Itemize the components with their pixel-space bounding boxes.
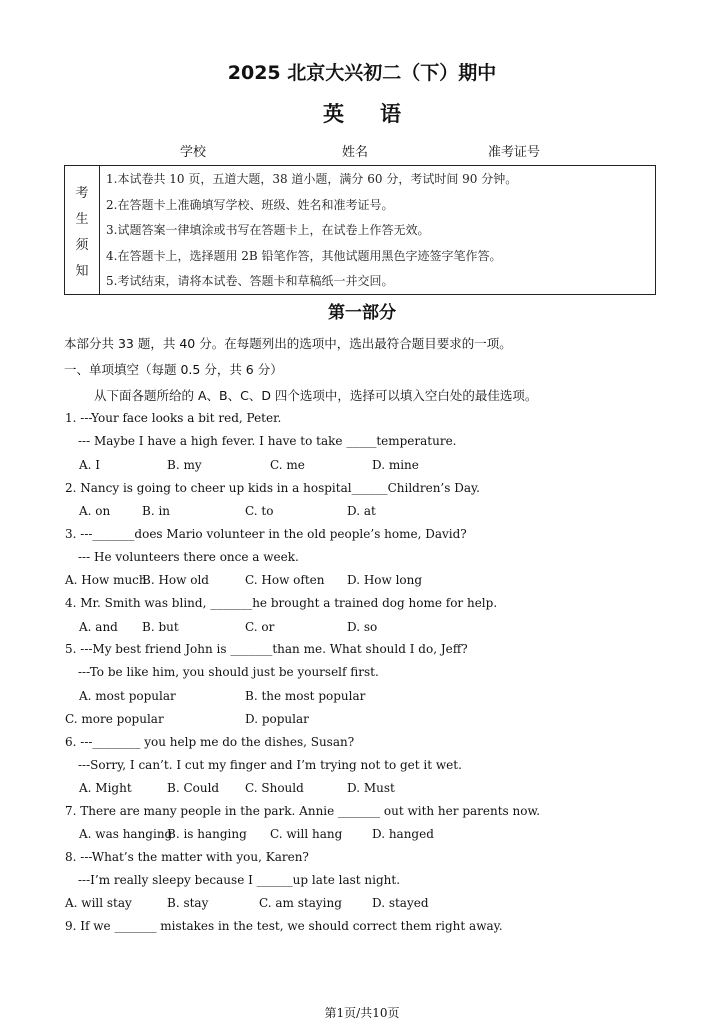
question-1-stem: 1. ---Your face looks a bit red, Peter.: [65, 411, 282, 425]
question-1-line2: --- Maybe I have a high fever. I have to take _____temperature.: [78, 434, 457, 448]
question-2-option-d: D. at: [347, 504, 376, 518]
question-8-line2: ---I’m really sleepy because I ______up late last night.: [78, 873, 401, 887]
notice-label-char: 知: [75, 263, 89, 279]
question-7-option-b: B. is hanging: [167, 827, 247, 841]
question-4-option-c: C. or: [245, 620, 275, 634]
question-8-option-a: A. will stay: [65, 896, 132, 910]
exam-number-field-label: 准考证号: [488, 145, 541, 160]
part-title: 第一部分: [328, 303, 396, 323]
notice-label-char: 须: [75, 237, 89, 253]
question-4-stem: 4. Mr. Smith was blind, _______he brought a trained dog home for help.: [65, 596, 498, 610]
question-3-option-b: B. How old: [142, 573, 209, 587]
question-7-stem: 7. There are many people in the park. Annie _______ out with her parents now.: [65, 804, 541, 818]
notice-item: 2.在答题卡上准确填写学校、班级、姓名和准考证号。: [106, 197, 394, 212]
question-1-option-d: D. mine: [372, 458, 419, 472]
question-3-option-c: C. How often: [245, 573, 325, 587]
question-8-option-b: B. stay: [167, 896, 209, 910]
question-7-option-a: A. was hanging: [79, 827, 173, 841]
question-5-stem: 5. ---My best friend John is _______than me. What should I do, Jeff?: [65, 642, 468, 656]
question-5-option-b: B. the most popular: [245, 689, 366, 703]
notice-item: 1.本试卷共 10 页，五道大题，38 道小题，满分 60 分，考试时间 90 分钟。: [106, 172, 518, 186]
question-1-option-b: B. my: [167, 458, 202, 472]
question-4-option-b: B. but: [142, 620, 179, 634]
question-6-option-a: A. Might: [79, 781, 132, 795]
notice-item: 3.试题答案一律填涂或书写在答题卡上，在试卷上作答无效。: [106, 223, 430, 237]
question-6-option-d: D. Must: [347, 781, 395, 795]
section-instruction: 从下面各题所给的 A、B、C、D 四个选项中，选择可以填入空白处的最佳选项。: [94, 388, 538, 403]
notice-label-char: 考: [75, 185, 89, 201]
notice-item: 5.考试结束，请将本试卷、答题卡和草稿纸一并交回。: [106, 274, 394, 288]
question-3-option-d: D. How long: [347, 573, 423, 587]
question-3-option-a: A. How much: [65, 573, 147, 587]
question-2-option-a: A. on: [79, 504, 111, 518]
question-5-option-a: A. most popular: [79, 689, 176, 703]
question-9-stem: 9. If we _______ mistakes in the test, we should correct them right away.: [65, 919, 503, 933]
question-6-stem: 6. ---________ you help me do the dishes, Susan?: [65, 735, 355, 749]
question-7-option-c: C. will hang: [270, 827, 343, 841]
question-8-option-c: C. am staying: [259, 896, 342, 910]
question-8-stem: 8. ---What’s the matter with you, Karen?: [65, 850, 309, 864]
school-field-label: 学校: [180, 145, 207, 160]
notice-list: [106, 169, 517, 297]
question-2-stem: 2. Nancy is going to cheer up kids in a hospital______Children’s Day.: [65, 481, 480, 495]
name-field-label: 姓名: [342, 145, 369, 160]
question-5-option-c: C. more popular: [65, 712, 164, 726]
question-6-option-c: C. Should: [245, 781, 304, 795]
question-7-option-d: D. hanged: [372, 827, 434, 841]
page-title: 2025 北京大兴初二（下）期中: [227, 62, 497, 84]
question-5-line2: ---To be like him, you should just be yourself first.: [78, 665, 379, 679]
question-2-option-b: B. in: [142, 504, 171, 518]
question-1-option-c: C. me: [270, 458, 305, 472]
notice-label: [65, 166, 100, 294]
question-4-option-a: A. and: [79, 620, 118, 634]
question-2-option-c: C. to: [245, 504, 274, 518]
question-1-option-a: A. I: [79, 458, 101, 472]
exam-notice-box: [64, 165, 656, 295]
question-3-line2: --- He volunteers there once a week.: [78, 550, 299, 564]
question-5-option-d: D. popular: [245, 712, 309, 726]
notice-item: 4.在答题卡上，选择题用 2B 铅笔作答，其他试题用黑色字迹签字笔作答。: [106, 248, 502, 263]
question-3-stem: 3. ---_______does Mario volunteer in the old people’s home, David?: [65, 527, 467, 541]
notice-label-char: 生: [75, 211, 89, 227]
part-intro: 本部分共 33 题，共 40 分。在每题列出的选项中，选出最符合题目要求的一项。: [64, 336, 512, 351]
section-title: 一、单项填空（每题 0.5 分，共 6 分）: [64, 362, 283, 377]
question-4-option-d: D. so: [347, 620, 378, 634]
question-6-line2: ---Sorry, I can’t. I cut my finger and I’m trying not to get it wet.: [78, 758, 462, 772]
subject-title: 英语: [323, 102, 437, 126]
question-8-option-d: D. stayed: [372, 896, 429, 910]
page-footer: 第1页/共10页: [324, 1006, 400, 1020]
question-6-option-b: B. Could: [167, 781, 220, 795]
